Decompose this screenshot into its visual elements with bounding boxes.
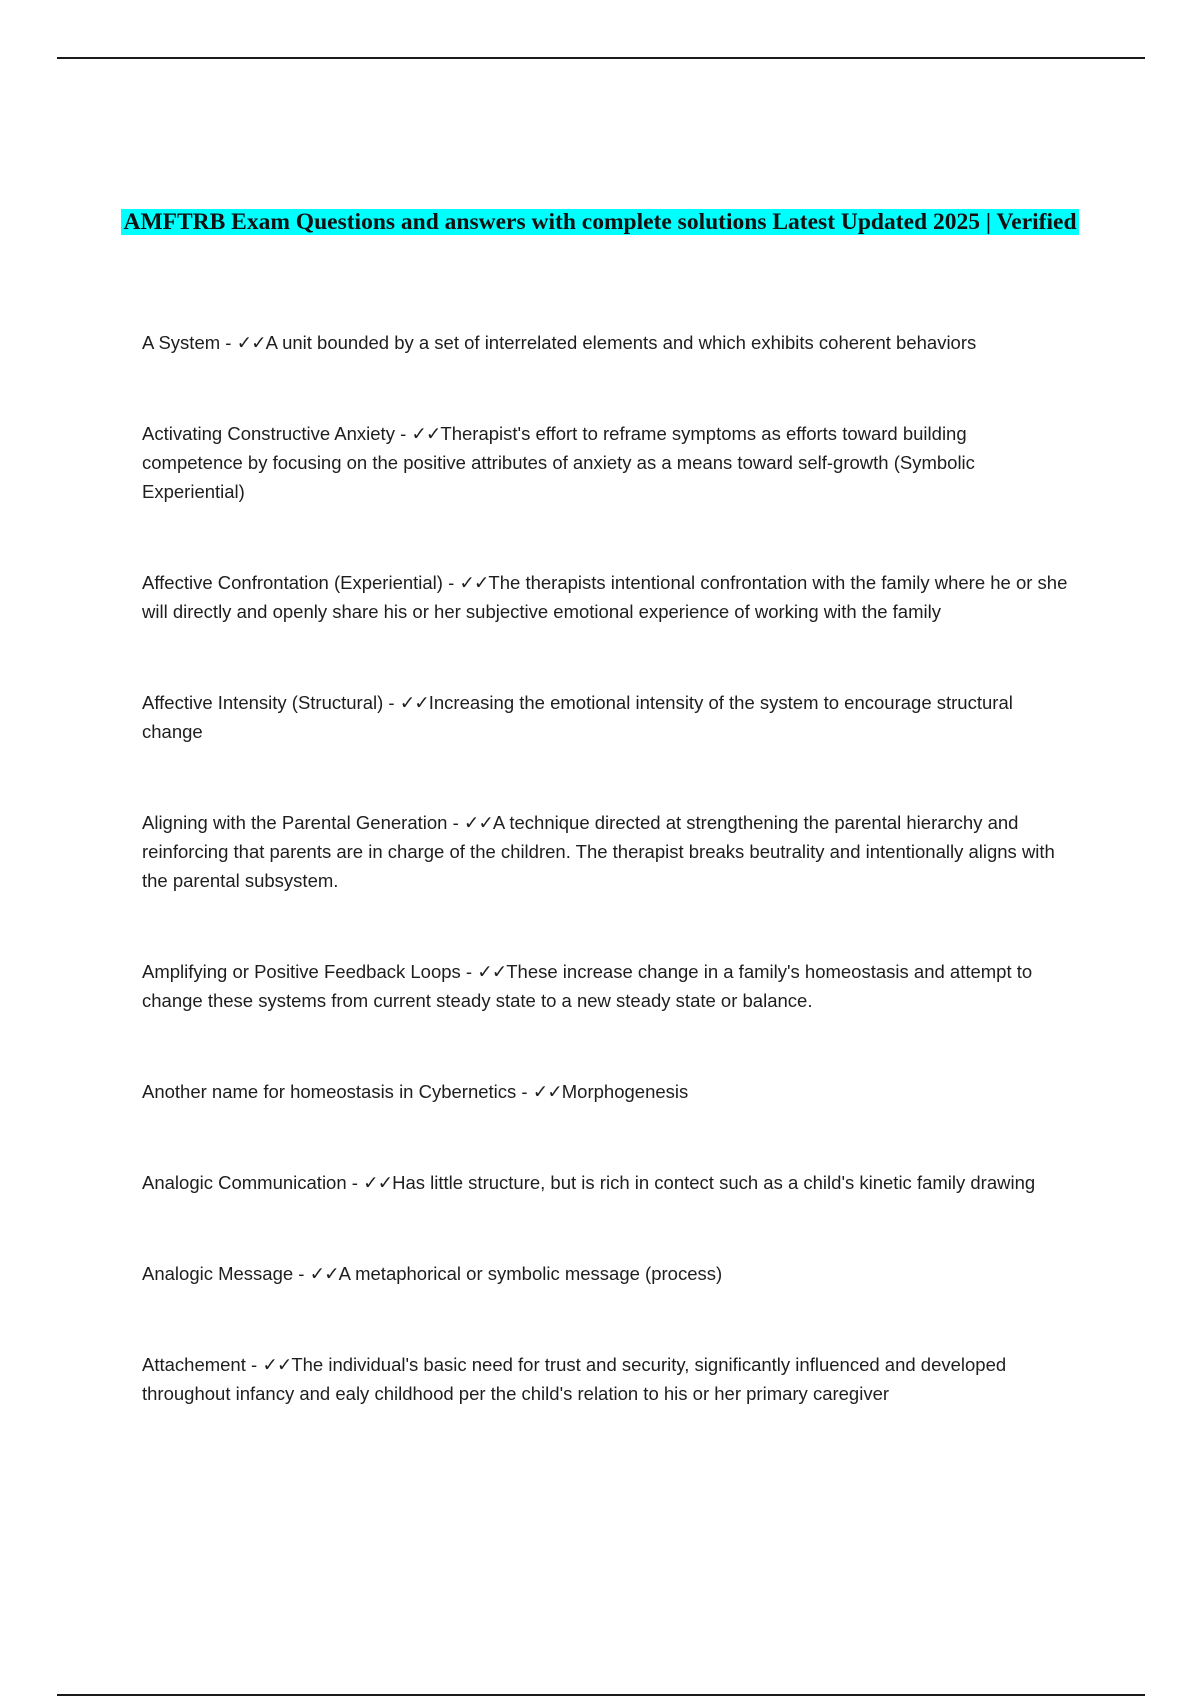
entry (142, 1350, 1072, 1408)
entry-definition: A unit bounded by a set of interrelated elements and which exhibits coherent behaviors (265, 332, 977, 353)
entry-term: Aligning with the Parental Generation (142, 812, 448, 833)
entry-term: Amplifying or Positive Feedback Loops (142, 961, 461, 982)
entry (142, 328, 1072, 357)
entry-separator: - (460, 961, 478, 982)
entry-definition: These increase change in a family's homeostasis and attempt to change these systems from current steady state to a new steady state or balance. (142, 961, 1033, 1011)
entry-definition: Morphogenesis (561, 1081, 689, 1102)
entry-separator: - (346, 1172, 364, 1193)
entry-list (142, 328, 1072, 1470)
top-rule (57, 57, 1145, 59)
entry-separator: - (447, 812, 464, 833)
entry (142, 1259, 1072, 1288)
entry (142, 688, 1072, 746)
entry-definition: Therapist's effort to reframe symptoms as efforts toward building competence by focusing on the positive attributes of anxiety as a means toward self-growth (Symbolic Experiential) (142, 423, 975, 502)
entry (142, 1168, 1072, 1197)
double-check-icon: ✓✓ (309, 1263, 339, 1284)
double-check-icon: ✓✓ (363, 1172, 393, 1193)
double-check-icon: ✓✓ (477, 961, 507, 982)
double-check-icon: ✓✓ (399, 692, 429, 713)
entry-definition: The individual's basic need for trust and security, significantly influenced and developed throughout infancy and ealy childhood per the child's relation to his or her primary caregiver (142, 1354, 1007, 1404)
entry-separator: - (442, 572, 460, 593)
entry-term: Activating Constructive Anxiety (142, 423, 395, 444)
entry (142, 808, 1072, 895)
entry-term: Another name for homeostasis in Cybernetics (142, 1081, 517, 1102)
entry-definition: Increasing the emotional intensity of the system to encourage structural change (142, 692, 1013, 742)
entry-term: Analogic Message (142, 1263, 294, 1284)
entry-definition: The therapists intentional confrontation with the family where he or she will directly and openly share his or her subjective emotional experience of working with the family (142, 572, 1068, 622)
entry-separator: - (516, 1081, 533, 1102)
entry-term: Affective Confrontation (Experiential) (142, 572, 443, 593)
entry-separator: - (383, 692, 400, 713)
document-title-text: AMFTRB Exam Questions and answers with complete solutions Latest Updated 2025 | Verified (123, 209, 1077, 235)
entry (142, 1077, 1072, 1106)
entry-separator: - (220, 332, 237, 353)
double-check-icon: ✓✓ (236, 332, 266, 353)
entry (142, 419, 1072, 506)
entry-separator: - (245, 1354, 263, 1375)
entry-definition: Has little structure, but is rich in contect such as a child's kinetic family drawing (392, 1172, 1036, 1193)
entry (142, 568, 1072, 626)
double-check-icon: ✓✓ (411, 423, 441, 444)
entry-term: A System (142, 332, 221, 353)
double-check-icon: ✓✓ (463, 812, 493, 833)
entry-term: Affective Intensity (Structural) (142, 692, 384, 713)
document-title (120, 208, 1080, 237)
entry (142, 957, 1072, 1015)
bottom-rule (57, 1694, 1145, 1696)
double-check-icon: ✓✓ (262, 1354, 292, 1375)
entry-definition: A technique directed at strengthening the parental hierarchy and reinforcing that parents are in charge of the children. The therapist breaks beutrality and intentionally aligns with the parental subsystem. (142, 812, 1055, 891)
entry-term: Attachement (142, 1354, 246, 1375)
double-check-icon: ✓✓ (459, 572, 489, 593)
entry-definition: A metaphorical or symbolic message (process) (338, 1263, 723, 1284)
entry-term: Analogic Communication (142, 1172, 347, 1193)
double-check-icon: ✓✓ (532, 1081, 562, 1102)
entry-separator: - (293, 1263, 310, 1284)
entry-separator: - (394, 423, 412, 444)
